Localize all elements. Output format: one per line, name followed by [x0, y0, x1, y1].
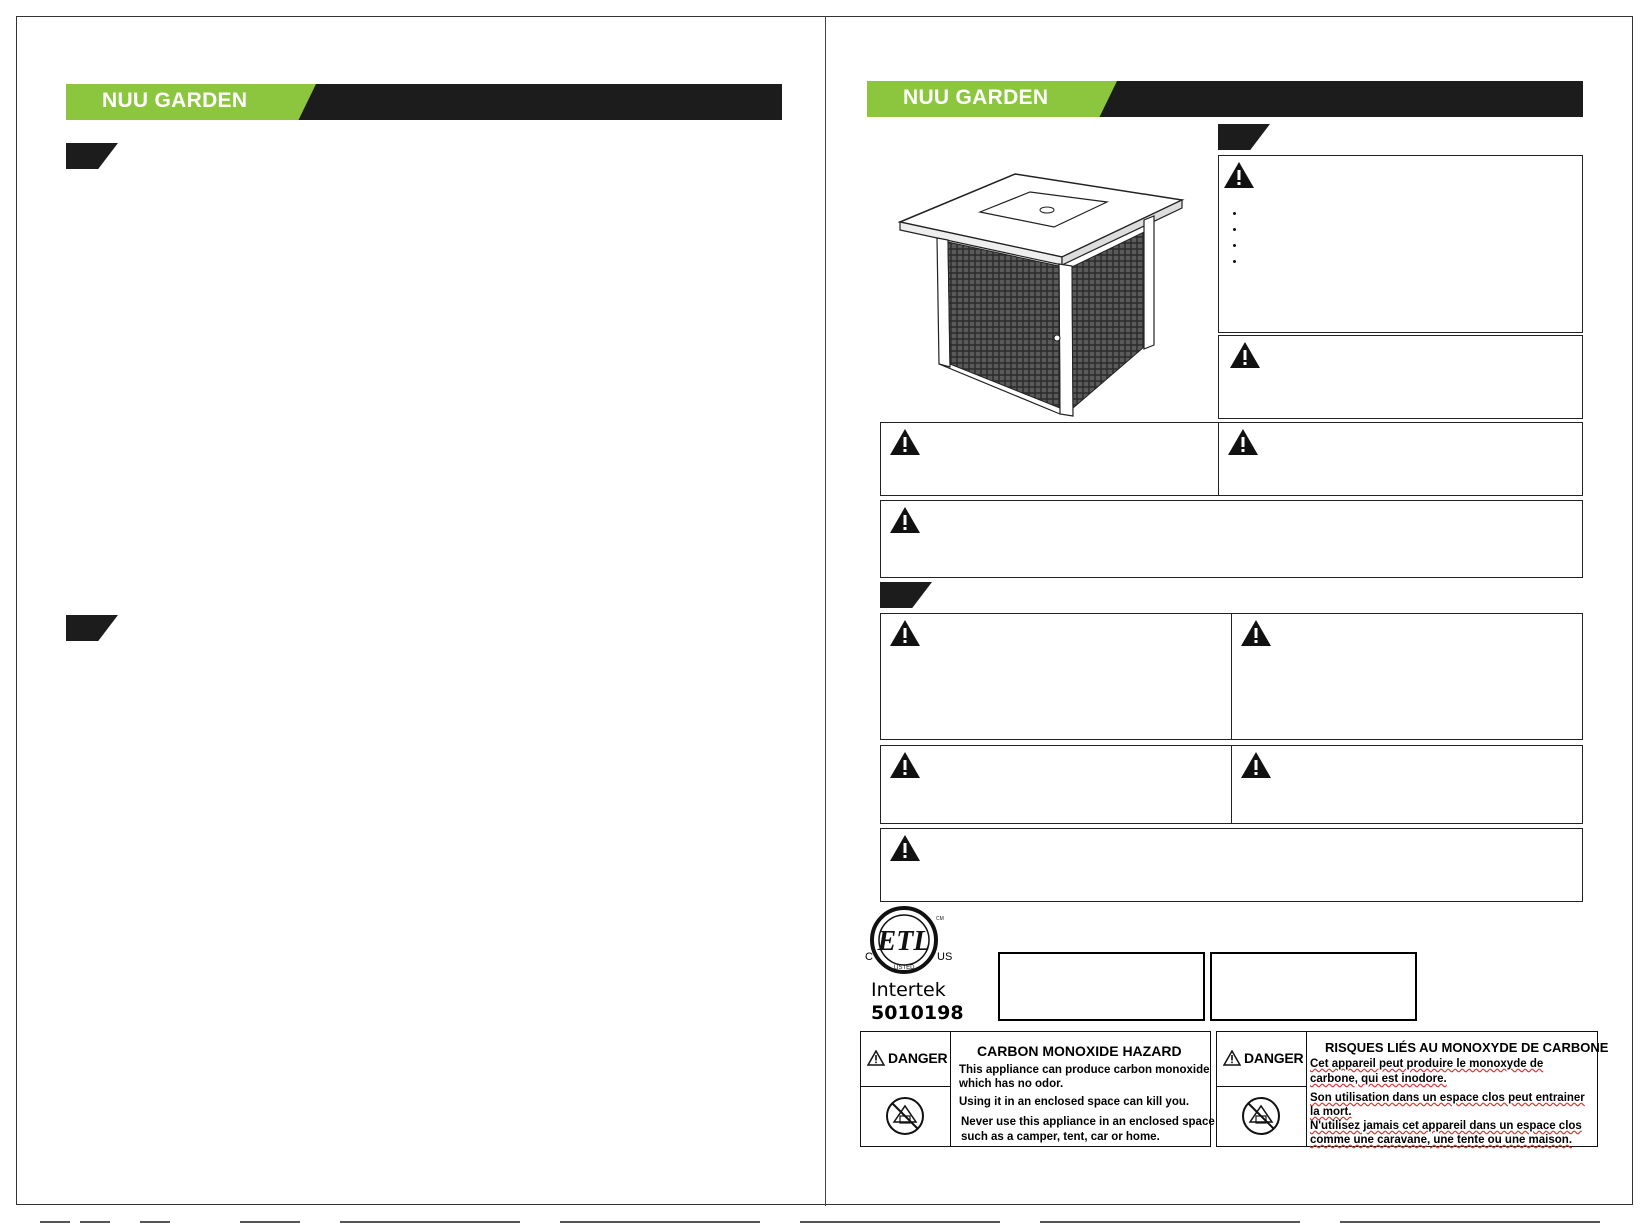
co-line-3: Son utilisation dans un espace clos peut entrainer [1310, 1092, 1585, 1104]
warning-triangle-icon [1227, 427, 1259, 457]
print-marks [0, 1218, 1651, 1226]
certification-lab: Intertek [871, 979, 946, 1001]
fire-pit-table-illustration [882, 150, 1192, 418]
svg-text:ETL: ETL [877, 926, 931, 957]
warning-triangle-icon [1240, 750, 1272, 780]
danger-label-cell [1217, 1032, 1306, 1087]
warning-box-6 [880, 613, 1232, 740]
etl-mark-us: US [937, 951, 953, 963]
warning-triangle-icon [1223, 160, 1255, 190]
warning-triangle-icon [889, 427, 921, 457]
etl-listed-text: LISTED [893, 965, 915, 971]
warning-triangle-icon [889, 505, 921, 535]
warning-triangle-icon [889, 833, 921, 863]
warning-box-4 [1218, 422, 1583, 496]
danger-label: DANGER [1244, 1050, 1304, 1066]
co-line-2: which has no odor. [959, 1078, 1064, 1090]
warning-box-9 [1231, 745, 1583, 824]
co-line-3: Using it in an enclosed space can kill you. [959, 1096, 1190, 1108]
warning-box-7 [1231, 613, 1583, 740]
rating-box-2 [1210, 952, 1417, 1021]
no-enclosed-space-icon [885, 1096, 925, 1136]
bullet [1233, 228, 1236, 231]
warning-triangle-icon [867, 1050, 885, 1066]
co-line-4: la mort. [1310, 1106, 1352, 1118]
brand-header-right [867, 81, 1583, 117]
co-line-1: This appliance can produce carbon monoxide [959, 1064, 1210, 1076]
warning-triangle-icon [889, 618, 921, 648]
brand-logo-text: NUU GARDEN [102, 89, 248, 112]
co-line-6: comme une caravane, une tente ou une maison. [1310, 1134, 1573, 1146]
certification-number: 5010198 [871, 1002, 964, 1024]
warning-box-3 [880, 422, 1220, 496]
warning-box-8 [880, 745, 1232, 824]
danger-column [861, 1032, 951, 1146]
fold-line [825, 16, 826, 1206]
warning-box-1 [1218, 155, 1583, 333]
bullet [1233, 260, 1236, 263]
warning-triangle-icon [889, 750, 921, 780]
danger-label: DANGER [888, 1050, 948, 1066]
bullet [1233, 212, 1236, 215]
co-warning-french [1216, 1031, 1609, 1147]
co-line-5: such as a camper, tent, car or home. [961, 1131, 1160, 1143]
rating-box-1 [998, 952, 1205, 1021]
brand-header-left [66, 84, 782, 120]
danger-label-cell [861, 1032, 950, 1087]
co-warning-english [860, 1031, 1215, 1147]
co-heading: RISQUES LIÉS AU MONOXYDE DE CARBONE [1325, 1040, 1609, 1055]
svg-text:CM: CM [936, 916, 944, 922]
warning-box-10 [880, 828, 1583, 902]
bullet [1233, 244, 1236, 247]
warning-box-5 [880, 500, 1583, 578]
warning-triangle-icon [1240, 618, 1272, 648]
co-heading: CARBON MONOXIDE HAZARD [977, 1043, 1182, 1059]
co-line-5: N'utilisez jamais cet appareil dans un espace clos [1310, 1120, 1582, 1132]
no-enclosed-space-icon [1241, 1096, 1281, 1136]
warning-triangle-icon [1223, 1050, 1241, 1066]
danger-column [1217, 1032, 1307, 1146]
co-line-1: Cet appareil peut produire le monoxyde de [1310, 1058, 1544, 1070]
warning-box-2 [1218, 335, 1583, 419]
brand-logo-text: NUU GARDEN [903, 86, 1049, 109]
etl-mark-c: C [865, 951, 873, 963]
warning-triangle-icon [1229, 340, 1261, 370]
co-line-4: Never use this appliance in an enclosed space [961, 1116, 1215, 1128]
co-line-2: carbone, qui est inodore. [1310, 1073, 1447, 1085]
etl-listed-logo [866, 906, 946, 978]
